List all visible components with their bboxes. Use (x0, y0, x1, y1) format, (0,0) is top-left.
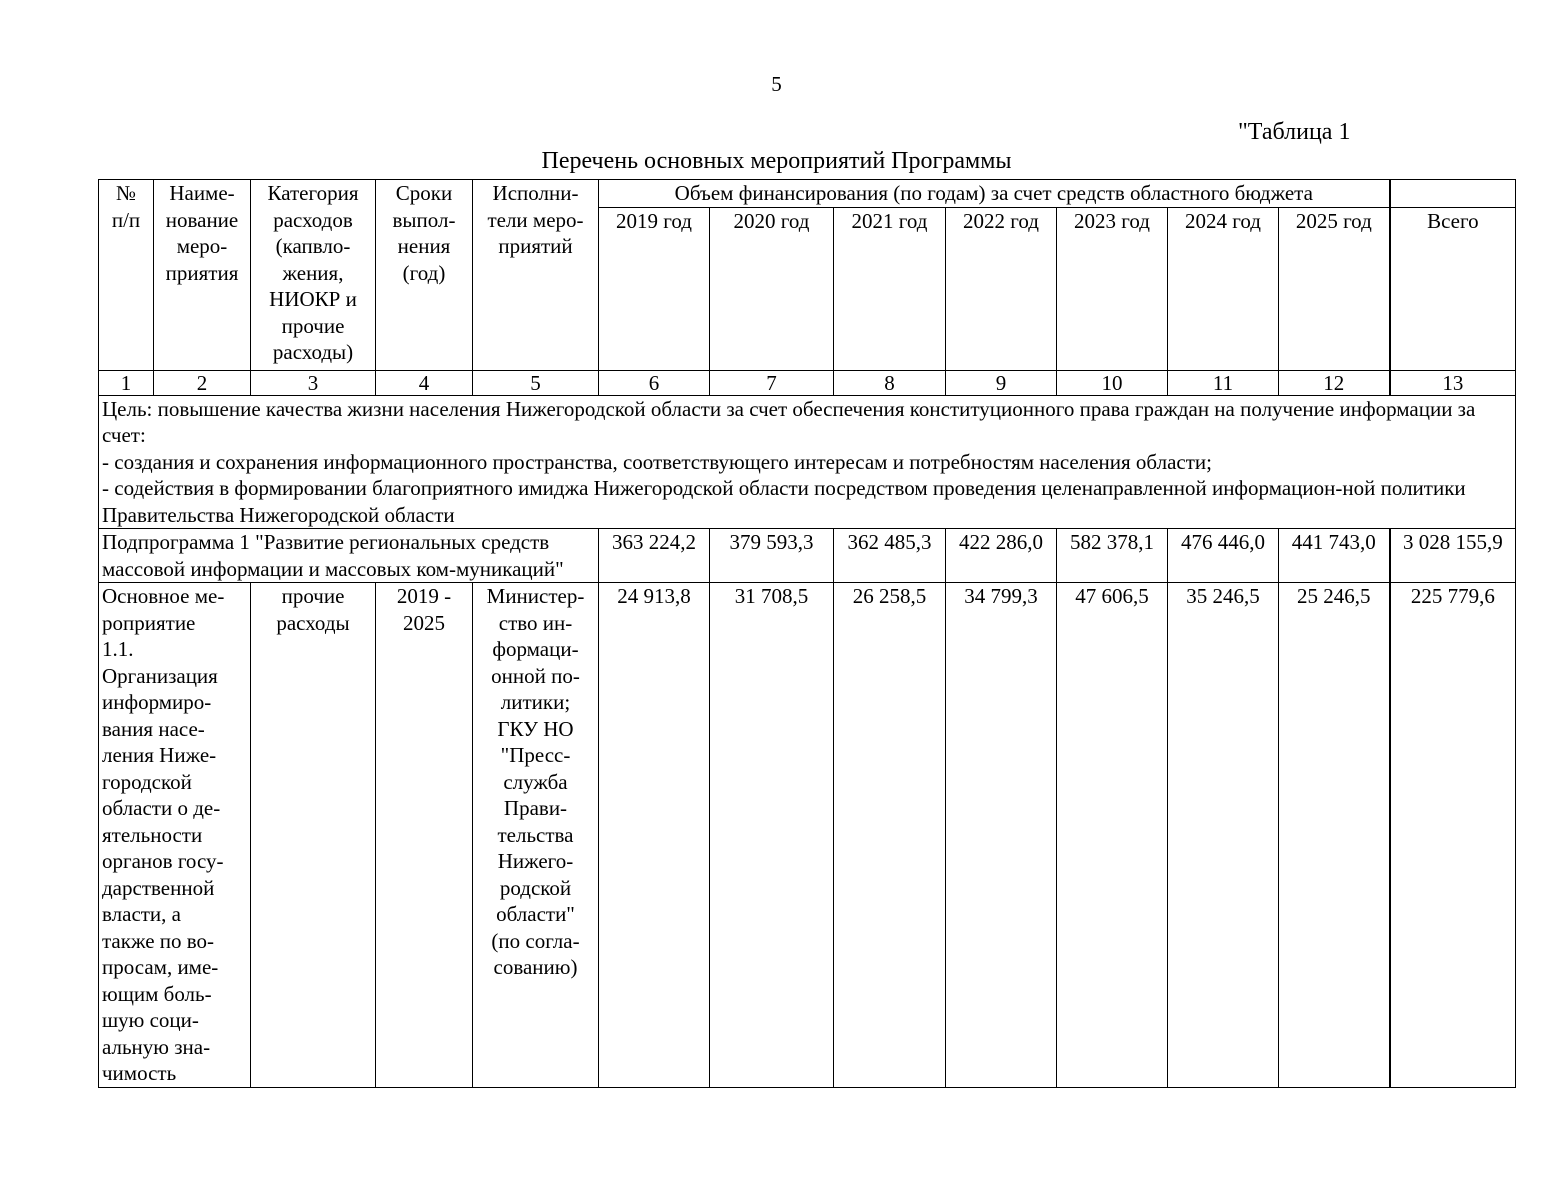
header-total-top (1390, 180, 1516, 208)
header-year: 2020 год (710, 207, 834, 370)
header-col-category: Категория расходов (капвло- жения, НИОКР и прочие расходы) (251, 180, 376, 371)
header-year: 2024 год (1168, 207, 1279, 370)
goal-item: - содействия в формировании благоприятного имиджа Нижегородской области посредством проведения целенаправленной информацион-ной политики Правительства Нижегородской области (102, 476, 1466, 527)
goal-row (99, 395, 1516, 529)
header-year: 2021 год (834, 207, 946, 370)
funding-value: 476 446,0 (1168, 529, 1279, 583)
column-number: 13 (1390, 370, 1516, 395)
header-year: 2022 год (946, 207, 1057, 370)
page-number: 5 (771, 72, 782, 96)
column-number: 4 (376, 370, 473, 395)
funding-value: 47 606,5 (1057, 583, 1168, 1088)
header-year: 2023 год (1057, 207, 1168, 370)
header-row-1 (99, 180, 1516, 208)
header-year: 2025 год (1279, 207, 1390, 370)
subprogram-row (99, 529, 1516, 583)
funding-total: 3 028 155,9 (1390, 529, 1516, 583)
table-title: Перечень основных мероприятий Программы (541, 148, 1012, 174)
funding-value: 441 743,0 (1279, 529, 1390, 583)
subprogram-title: Подпрограмма 1 "Развитие региональных средств массовой информации и массовых ком-муникаций" (99, 529, 599, 583)
funding-value: 582 378,1 (1057, 529, 1168, 583)
column-number: 2 (154, 370, 251, 395)
column-number: 5 (473, 370, 599, 395)
column-number: 3 (251, 370, 376, 395)
column-number: 6 (599, 370, 710, 395)
column-number: 8 (834, 370, 946, 395)
funding-value: 35 246,5 (1168, 583, 1279, 1088)
activity-row (99, 583, 1516, 1088)
funding-total: 225 779,6 (1390, 583, 1516, 1088)
funding-value: 362 485,3 (834, 529, 946, 583)
activity-executors: Министер- ство ин- формаци- онной по- литики; ГКУ НО "Пресс- служба Прави- тельства Нижего- родской области" (по согла- сованию) (473, 583, 599, 1088)
activity-terms: 2019 - 2025 (376, 583, 473, 1088)
funding-value: 379 593,3 (710, 529, 834, 583)
header-col-num: № п/п (99, 180, 154, 371)
header-year: 2019 год (599, 207, 710, 370)
activities-table (98, 179, 1516, 1088)
column-number: 12 (1279, 370, 1390, 395)
activity-category: прочие расходы (251, 583, 376, 1088)
header-col-total: Всего (1390, 207, 1516, 370)
column-number: 9 (946, 370, 1057, 395)
column-number: 7 (710, 370, 834, 395)
activity-name: Основное ме- роприятие 1.1. Организация информиро- вания насе- ления Ниже- городской области о де- ятельности органов госу- дарственной власти, а также по во- просам, име- ющим боль- шую соци- альную зна- чимость (99, 583, 251, 1088)
table-tag: "Таблица 1 (1238, 119, 1351, 145)
funding-value: 363 224,2 (599, 529, 710, 583)
goal-text: Цель: повышение качества жизни населения Нижегородской области за счет обеспечения конституционного права граждан на получение информации за счет: (102, 396, 1476, 447)
header-col-name: Наиме- нование меро- приятия (154, 180, 251, 371)
funding-value: 34 799,3 (946, 583, 1057, 1088)
header-funding-group: Объем финансирования (по годам) за счет средств областного бюджета (599, 180, 1390, 208)
funding-value: 25 246,5 (1279, 583, 1390, 1088)
funding-value: 26 258,5 (834, 583, 946, 1088)
column-number: 10 (1057, 370, 1168, 395)
column-numbers-row (99, 370, 1516, 395)
goal-item: - создания и сохранения информационного пространства, соответствующего интересам и потребностям населения области; (102, 449, 1212, 474)
column-number: 1 (99, 370, 154, 395)
header-col-executors: Исполни- тели меро- приятий (473, 180, 599, 371)
funding-value: 24 913,8 (599, 583, 710, 1088)
column-number: 11 (1168, 370, 1279, 395)
goal-cell (99, 395, 1516, 529)
header-col-terms: Сроки выпол- нения (год) (376, 180, 473, 371)
funding-value: 31 708,5 (710, 583, 834, 1088)
funding-value: 422 286,0 (946, 529, 1057, 583)
